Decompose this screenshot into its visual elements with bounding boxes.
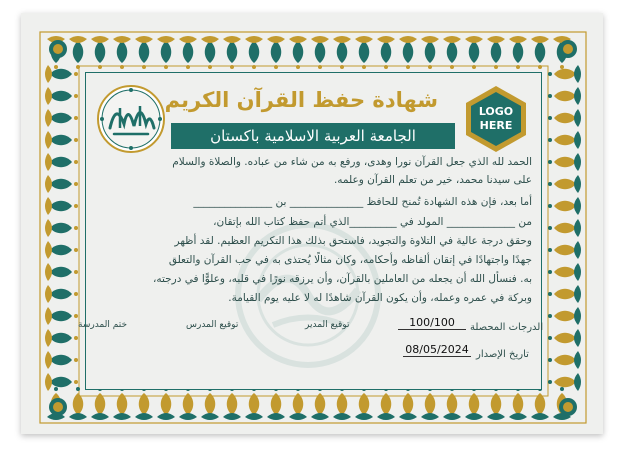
- border-motif: [245, 387, 263, 420]
- border-motif: [45, 241, 78, 259]
- border-motif: [45, 109, 78, 127]
- border-motif: [45, 131, 78, 149]
- border-motif: [548, 219, 581, 237]
- corner-rosette-center: [563, 402, 573, 412]
- logo-text-line-1: LOGO: [478, 105, 514, 118]
- corner-rosette-center: [53, 44, 63, 54]
- border-motif: [355, 387, 373, 420]
- border-motif: [548, 65, 581, 83]
- border-motif: [223, 387, 241, 420]
- institution-banner: الجامعة العربية الاسلامية باكستان: [171, 123, 455, 149]
- border-motif: [201, 36, 219, 69]
- border-motif: [135, 36, 153, 69]
- issue-date-value: 08/05/2024: [403, 343, 471, 357]
- body-line-5: وحقق درجة عالية في التلاوة والتجويد، فاستحق بذلك هذا التكريم العظيم. لقد أظهر: [174, 235, 532, 247]
- border-motif: [45, 373, 78, 391]
- border-motif: [531, 36, 549, 69]
- border-motif: [45, 263, 78, 281]
- border-motif: [113, 36, 131, 69]
- border-motif: [179, 36, 197, 69]
- border-motif: [45, 153, 78, 171]
- border-motif: [311, 36, 329, 69]
- border-motif: [399, 36, 417, 69]
- border-motif: [311, 387, 329, 420]
- border-motif: [465, 387, 483, 420]
- border-motif: [289, 36, 307, 69]
- border-motif: [179, 387, 197, 420]
- border-motif: [548, 263, 581, 281]
- border-motif: [45, 65, 78, 83]
- border-motif: [289, 387, 307, 420]
- body-line-2: على سيدنا محمد، خير من تعلم القرآن وعلمه.: [333, 174, 532, 186]
- body-line-4: من _____________ المولد في _________الذي أتم حفظ كتاب الله بإتقان،: [213, 216, 532, 228]
- body-line-8: وبركة في عمره وعمله، وأن يكون القرآن شاهدًا له لا عليه يوم القيامة.: [228, 292, 532, 304]
- border-motif: [45, 197, 78, 215]
- quran-seal-icon: [94, 84, 168, 154]
- border-motif: [45, 351, 78, 369]
- border-motif: [548, 197, 581, 215]
- corner-rosette-center: [563, 44, 573, 54]
- border-motif: [548, 131, 581, 149]
- body-line-6: جهدًا واجتهادًا في إتقان ألفاظه وأحكامه، وكان مثالًا يُحتذى به في حب القرآن والتعلق: [168, 254, 532, 266]
- border-motif: [157, 36, 175, 69]
- border-motif: [223, 36, 241, 69]
- certificate-title: شهادة حفظ القرآن الكريم: [164, 88, 438, 112]
- border-motif: [267, 36, 285, 69]
- border-motif: [548, 109, 581, 127]
- border-motif: [45, 175, 78, 193]
- border-motif: [245, 36, 263, 69]
- border-motif: [45, 219, 78, 237]
- school-seal-label: ختم المدرسة: [78, 320, 128, 330]
- logo-text-line-2: HERE: [479, 119, 513, 132]
- border-motif: [548, 153, 581, 171]
- border-motif: [201, 387, 219, 420]
- border-motif: [548, 329, 581, 347]
- grade-label: الدرجات المحصلة: [470, 322, 544, 333]
- director-signature-label: توقيع المدير: [305, 320, 350, 330]
- border-motif: [157, 387, 175, 420]
- border-motif: [509, 36, 527, 69]
- border-motif: [548, 241, 581, 259]
- border-motif: [548, 307, 581, 325]
- border-motif: [399, 387, 417, 420]
- border-motif: [421, 36, 439, 69]
- border-motif: [465, 36, 483, 69]
- border-motif: [548, 87, 581, 105]
- border-motif: [45, 285, 78, 303]
- border-motif: [377, 36, 395, 69]
- border-motif: [69, 36, 87, 69]
- border-motif: [45, 307, 78, 325]
- logo-placeholder: [462, 84, 530, 154]
- border-motif: [91, 36, 109, 69]
- border-motif: [509, 387, 527, 420]
- grade-value: 100/100: [398, 316, 466, 330]
- body-line-1: الحمد لله الذي جعل القرآن نورا وهدى، ورفع به من شاء من عباده. والصلاة والسلام: [172, 156, 532, 168]
- border-motif: [91, 387, 109, 420]
- border-motif: [69, 387, 87, 420]
- body-line-7: به. فنسأل الله أن يجعله من العاملين بالقرآن، وأن يرزقه نورًا في قلبه، وعلوًّا في درجته،: [152, 273, 532, 285]
- border-motif: [421, 387, 439, 420]
- issue-date-label: تاريخ الإصدار: [476, 349, 529, 360]
- border-motif: [487, 36, 505, 69]
- border-motif: [45, 329, 78, 347]
- border-motif: [548, 175, 581, 193]
- border-motif: [377, 387, 395, 420]
- border-motif: [333, 387, 351, 420]
- border-motif: [531, 387, 549, 420]
- body-line-3: أما بعد، فإن هذه الشهادة تُمنح للحافظ ______________ بن _______________: [193, 196, 532, 208]
- border-motif: [548, 351, 581, 369]
- border-motif: [548, 285, 581, 303]
- border-motif: [45, 87, 78, 105]
- border-motif: [135, 387, 153, 420]
- border-motif: [113, 387, 131, 420]
- border-motif: [443, 387, 461, 420]
- border-motif: [443, 36, 461, 69]
- border-motif: [333, 36, 351, 69]
- teacher-signature-label: توقيع المدرس: [186, 320, 239, 330]
- border-motif: [355, 36, 373, 69]
- border-motif: [267, 387, 285, 420]
- corner-rosette-center: [53, 402, 63, 412]
- border-motif: [487, 387, 505, 420]
- border-motif: [548, 373, 581, 391]
